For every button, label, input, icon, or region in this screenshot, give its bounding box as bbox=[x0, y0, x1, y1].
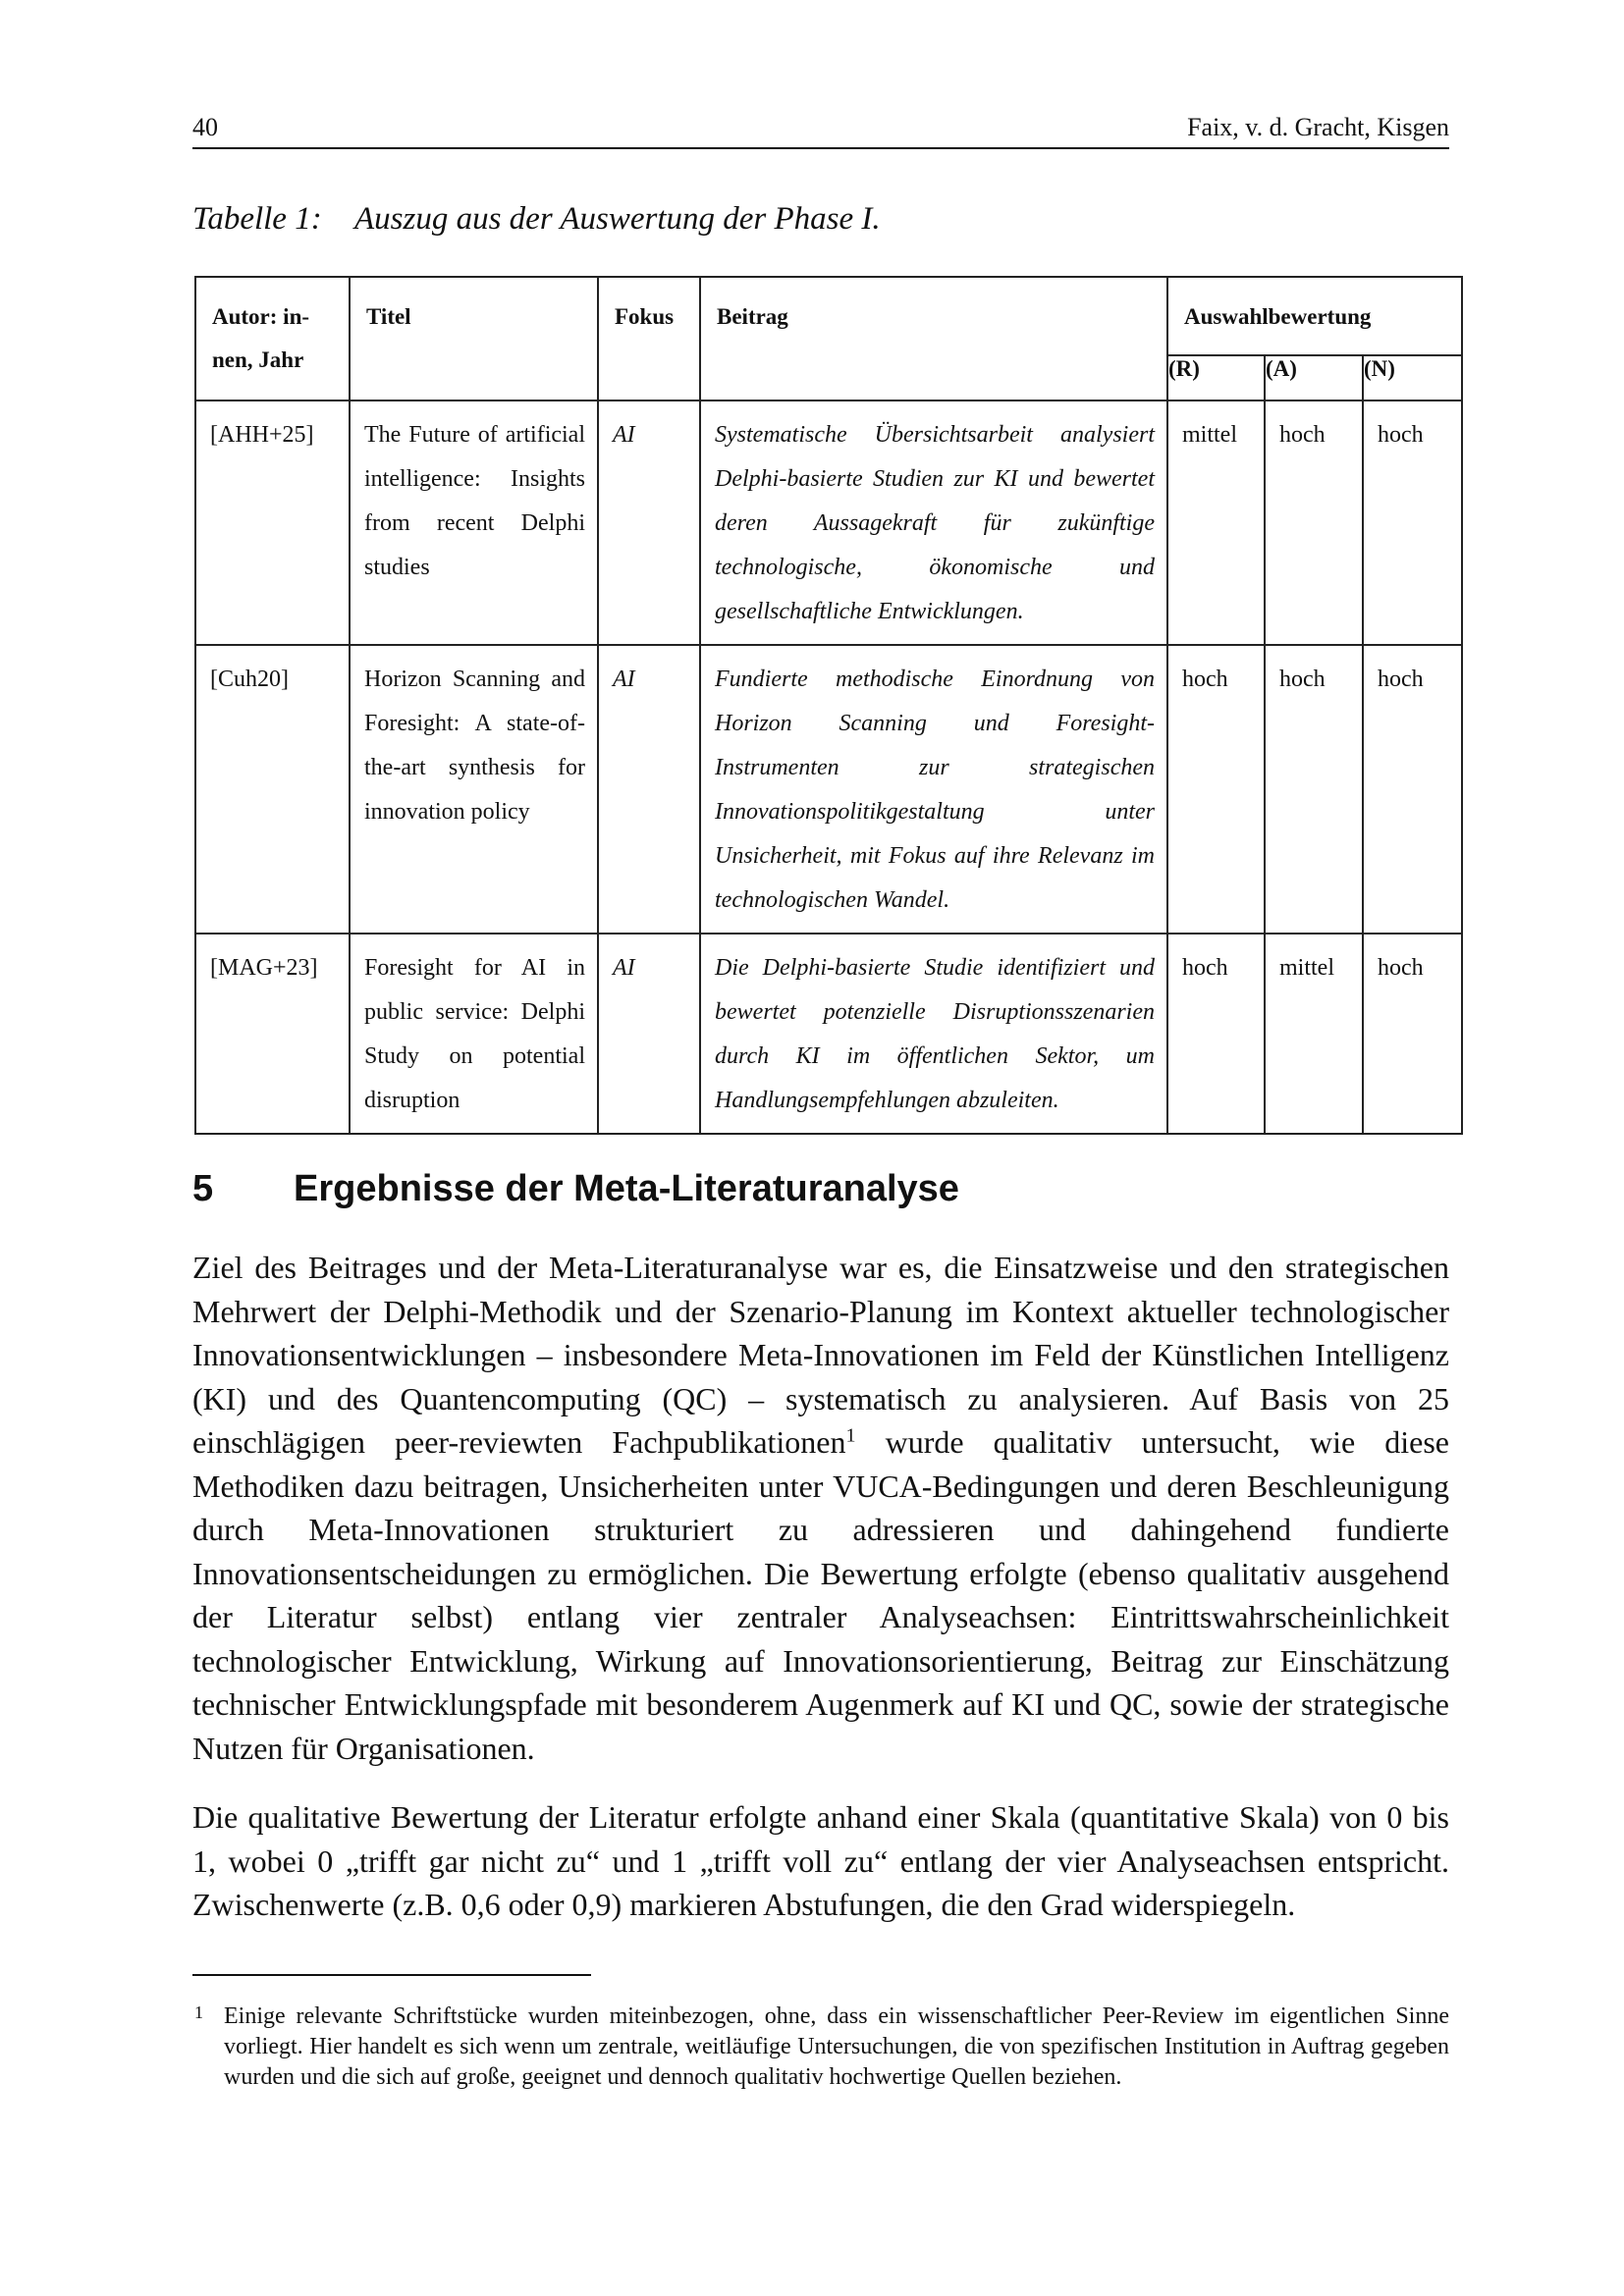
table-row bbox=[195, 645, 1462, 934]
table-caption-title: Auszug aus der Auswertung der Phase I. bbox=[354, 201, 881, 237]
cell-r: hoch bbox=[1167, 934, 1265, 1134]
cell-contribution: Die Delphi-basierte Studie identifiziert und bewertet potenzielle Disruptionsszenarien durch KI im öffentlichen Sektor, um Handlungsempfehlungen abzuleiten. bbox=[700, 934, 1167, 1134]
cell-focus: AI bbox=[598, 934, 700, 1134]
cell-focus: AI bbox=[598, 645, 700, 934]
footnote bbox=[192, 2002, 1449, 2093]
cell-a: mittel bbox=[1265, 934, 1363, 1134]
table-caption-number: Tabelle 1: bbox=[192, 201, 322, 237]
cell-title: Foresight for AI in public service: Delphi Study on potential disruption bbox=[350, 934, 598, 1134]
section-number: 5 bbox=[192, 1168, 214, 1209]
cell-contribution: Fundierte methodische Einordnung von Horizon Scanning und Foresight-Instrumenten zur strategischen Innovationspolitikgestaltung unter Unsicherheit, mit Fokus auf ihre Relevanz im technologischen Wandel. bbox=[700, 645, 1167, 934]
footnote-mark: 1 bbox=[194, 2002, 203, 2022]
cell-focus: AI bbox=[598, 400, 700, 645]
header-title: Titel bbox=[350, 277, 598, 400]
footnote-divider bbox=[192, 1974, 591, 1976]
footnote-reference[interactable]: 1 bbox=[845, 1424, 856, 1447]
cell-ref: [Cuh20] bbox=[195, 645, 350, 934]
cell-ref: [MAG+23] bbox=[195, 934, 350, 1134]
header-a: (A) bbox=[1265, 355, 1363, 400]
table-row bbox=[195, 934, 1462, 1134]
evaluation-table bbox=[194, 276, 1463, 1135]
cell-ref: [AHH+25] bbox=[195, 400, 350, 645]
footnote-text: Einige relevante Schriftstücke wurden miteinbezogen, ohne, dass ein wissenschaftlicher Peer-Review im eigentlichen Sinne vorliegt. Hier handelt es sich wenn um zentrale, weitläufige Untersuchungen, die von spezifischen Institution in Auftrag gegeben wurden und die sich auf große, geeignet und dennoch qualitativ hochwertige Quellen beziehen. bbox=[224, 2003, 1449, 2090]
running-head bbox=[192, 108, 1449, 149]
cell-a: hoch bbox=[1265, 400, 1363, 645]
header-contribution: Beitrag bbox=[700, 277, 1167, 400]
body-paragraph-1: Ziel des Beitrages und der Meta-Literaturanalyse war es, die Einsatzweise und den strategischen Mehrwert der Delphi-Methodik und der Szenario-Planung im Kontext aktueller technologischer Innovationsentwicklungen – insbesondere Meta-Innovationen im Feld der Künstlichen Intelligenz (KI) und des Quantencomputing (QC) – systematisch zu analysieren. Auf Basis von 25 einschlägigen peer-reviewten Fachpublikationen$^1$ wurde qualitativ untersucht, wie diese Methodiken dazu beitragen, Unsicherheiten unter VUCA-Bedingungen und deren Beschleunigung durch Meta-Innovationen strukturiert zu adressieren und dahingehend fundierte Innovationsentscheidungen zu ermöglichen. Die Bewertung erfolgte (ebenso qualitativ ausgehend der Literatur selbst) entlang vier zentraler Analyseachsen: Eintrittswahrscheinlichkeit technologischer Entwicklung, Wirkung auf Innovationsorientierung, Beitrag zur Einschätzung technischer Entwicklungspfade mit besonderem Augenmerk auf KI und QC, sowie der strategische Nutzen für Organisationen. bbox=[192, 1250, 1450, 1766]
cell-contribution: Systematische Übersichtsarbeit analysiert Delphi-basierte Studien zur KI und bewertet deren Aussagekraft für zukünftige technologische, ökonomische und gesellschaftliche Entwicklungen. bbox=[700, 400, 1167, 645]
header-r: (R) bbox=[1167, 355, 1265, 400]
cell-n: hoch bbox=[1363, 400, 1462, 645]
table-caption bbox=[192, 196, 881, 241]
page-number: 40 bbox=[192, 113, 218, 141]
cell-a: hoch bbox=[1265, 645, 1363, 934]
cell-title: Horizon Scanning and Foresight: A state-of-the-art synthesis for innovation policy bbox=[350, 645, 598, 934]
header-author: Autor: in-nen, Jahr bbox=[195, 277, 350, 400]
table-header-row bbox=[195, 277, 1462, 355]
running-head-authors: Faix, v. d. Gracht, Kisgen bbox=[1187, 113, 1449, 141]
cell-r: hoch bbox=[1167, 645, 1265, 934]
section-heading bbox=[192, 1164, 959, 1213]
body-paragraph-2: Die qualitative Bewertung der Literatur erfolgte anhand einer Skala (quantitative Skala) von 0 bis 1, wobei 0 „trifft gar nicht zu“ und 1 „trifft voll zu“ entlang der vier Analyseachsen entspricht. Zwischenwerte (z.B. 0,6 oder 0,9) markieren Abstufungen, die den Grad widerspiegeln. bbox=[192, 1799, 1449, 1922]
header-n: (N) bbox=[1363, 355, 1462, 400]
cell-n: hoch bbox=[1363, 645, 1462, 934]
table-row bbox=[195, 400, 1462, 645]
header-focus: Fokus bbox=[598, 277, 700, 400]
section-title: Ergebnisse der Meta-Literaturanalyse bbox=[294, 1168, 959, 1209]
cell-n: hoch bbox=[1363, 934, 1462, 1134]
cell-r: mittel bbox=[1167, 400, 1265, 645]
cell-title: The Future of artificial intelligence: Insights from recent Delphi studies bbox=[350, 400, 598, 645]
header-rating: Auswahlbewertung bbox=[1167, 277, 1462, 355]
